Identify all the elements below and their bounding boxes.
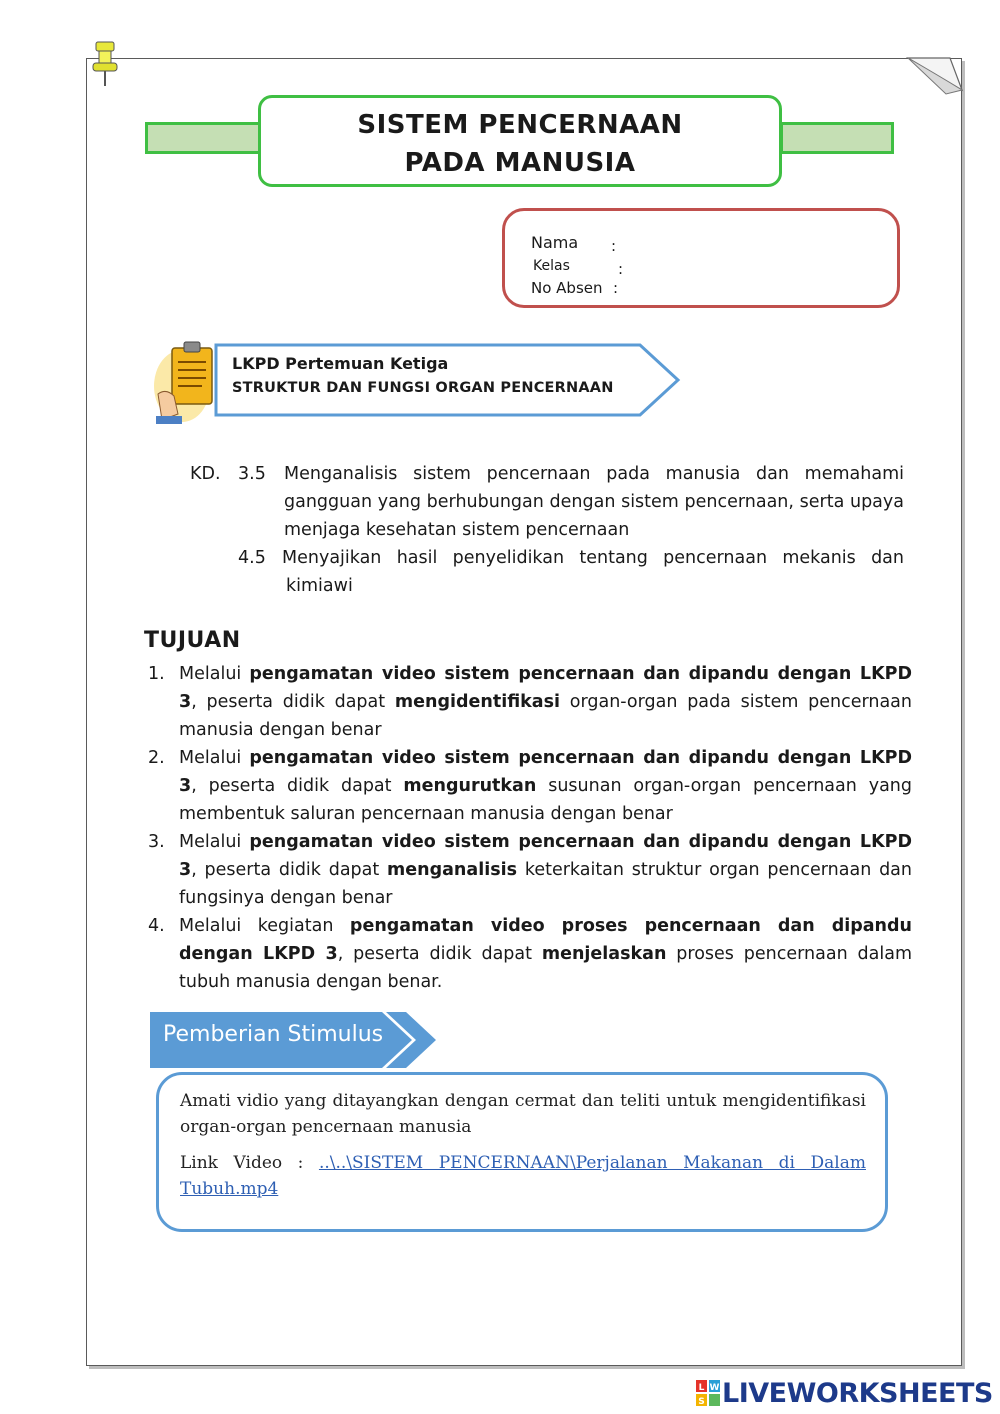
kd-4-5-line-2: kimiawi: [286, 576, 353, 596]
tujuan-heading: TUJUAN: [144, 628, 241, 653]
text-b: pengamatan video proses pencernaan dan dipandu dengan LKPD 3: [179, 916, 912, 964]
kd-code-4-5: 4.5: [238, 548, 266, 568]
page-curl-icon: [906, 56, 964, 96]
text-b: pengamatan video sistem pencernaan dan dipandu dengan LKPD 3: [179, 664, 912, 712]
video-link-line: [180, 1150, 866, 1176]
liveworksheets-logo-icon: [696, 1380, 720, 1406]
video-link-continued[interactable]: Tubuh.mp4: [180, 1179, 279, 1199]
text-c: , peserta didik dapat: [191, 692, 395, 712]
name-label: Nama: [531, 233, 579, 252]
tujuan-num: 4.: [148, 916, 165, 936]
text-a: Melalui: [179, 748, 250, 768]
kd-3-5-line-3: menjaga kesehatan sistem pencernaan: [284, 520, 630, 540]
text-d: menganalisis: [387, 860, 518, 880]
kd-4-5-line-1: Menyajikan hasil penyelidikan tentang pencernaan mekanis dan: [282, 548, 904, 568]
title-line-1: SISTEM PENCERNAAN: [357, 110, 683, 140]
kd-code-3-5: 3.5: [238, 464, 266, 484]
title-bar-left: [145, 122, 261, 154]
tujuan-item-4: [148, 912, 912, 996]
tujuan-item-1: [148, 660, 912, 744]
text-b: pengamatan video sistem pencernaan dan dipandu dengan LKPD 3: [179, 832, 912, 880]
text-c: , peserta didik dapat: [191, 776, 404, 796]
title-line-2: PADA MANUSIA: [404, 148, 636, 178]
text-a: Melalui kegiatan: [179, 916, 350, 936]
kd-3-5-line-2: gangguan yang berhubungan dengan sistem pencernaan, serta upaya: [284, 492, 904, 512]
text-a: Melalui: [179, 664, 250, 684]
text-a: Melalui: [179, 832, 250, 852]
footer-brand: [696, 1376, 993, 1410]
lkpd-meeting-title: LKPD Pertemuan Ketiga: [232, 354, 449, 373]
badge-letter-w: W: [709, 1383, 720, 1393]
lkpd-topic: STRUKTUR DAN FUNGSI ORGAN PENCERNAAN: [232, 380, 614, 396]
text-e: organ-organ pada sistem pencernaan manusia dengan benar: [179, 692, 912, 740]
text-e: keterkaitan struktur organ pencernaan dan fungsinya dengan benar: [179, 860, 912, 908]
text-c: , peserta didik dapat: [191, 860, 388, 880]
text-b: pengamatan video sistem pencernaan dan dipandu dengan LKPD 3: [179, 748, 912, 796]
badge-letter-l: L: [698, 1383, 705, 1393]
video-link-label: Link Video :: [180, 1153, 304, 1173]
student-identity-box: [502, 208, 900, 308]
kd-3-5-line-1: Menganalisis sistem pencernaan pada manusia dan memahami: [284, 464, 904, 484]
badge-letter-s: S: [698, 1397, 705, 1406]
kd-prefix: KD.: [190, 464, 221, 484]
tujuan-item-2: [148, 744, 912, 828]
class-label: Kelas: [533, 258, 570, 274]
text-e: proses pencernaan dalam tubuh manusia dengan benar.: [179, 944, 912, 992]
page-title: [258, 95, 782, 187]
stimulus-label: Pemberian Stimulus: [163, 1022, 384, 1047]
stimulus-instruction: Amati vidio yang ditayangkan dengan cermat dan teliti untuk mengidentifikasi organ-organ pencernaan manusia: [180, 1091, 866, 1137]
clipboard-icon: [152, 336, 222, 428]
video-link[interactable]: ..\..\SISTEM PENCERNAAN\Perjalanan Makanan di Dalam: [318, 1153, 866, 1173]
text-d: mengurutkan: [403, 776, 537, 796]
text-d: menjelaskan: [541, 944, 667, 964]
class-colon: :: [618, 260, 624, 278]
absen-colon: :: [613, 279, 619, 297]
footer-brand-text: LIVEWORKSHEETS: [722, 1377, 993, 1409]
tujuan-num: 2.: [148, 748, 165, 768]
tujuan-num: 3.: [148, 832, 165, 852]
text-d: mengidentifikasi: [394, 692, 561, 712]
text-e: susunan organ-organ pencernaan yang membentuk saluran pencernaan manusia dengan benar: [179, 776, 912, 824]
pushpin-icon: [88, 40, 122, 90]
absen-label: No Absen: [531, 279, 603, 297]
name-colon: :: [611, 237, 617, 255]
tujuan-item-3: [148, 828, 912, 912]
tujuan-num: 1.: [148, 664, 165, 684]
title-bar-right: [780, 122, 894, 154]
text-c: , peserta didik dapat: [337, 944, 542, 964]
tujuan-list: [148, 660, 912, 996]
